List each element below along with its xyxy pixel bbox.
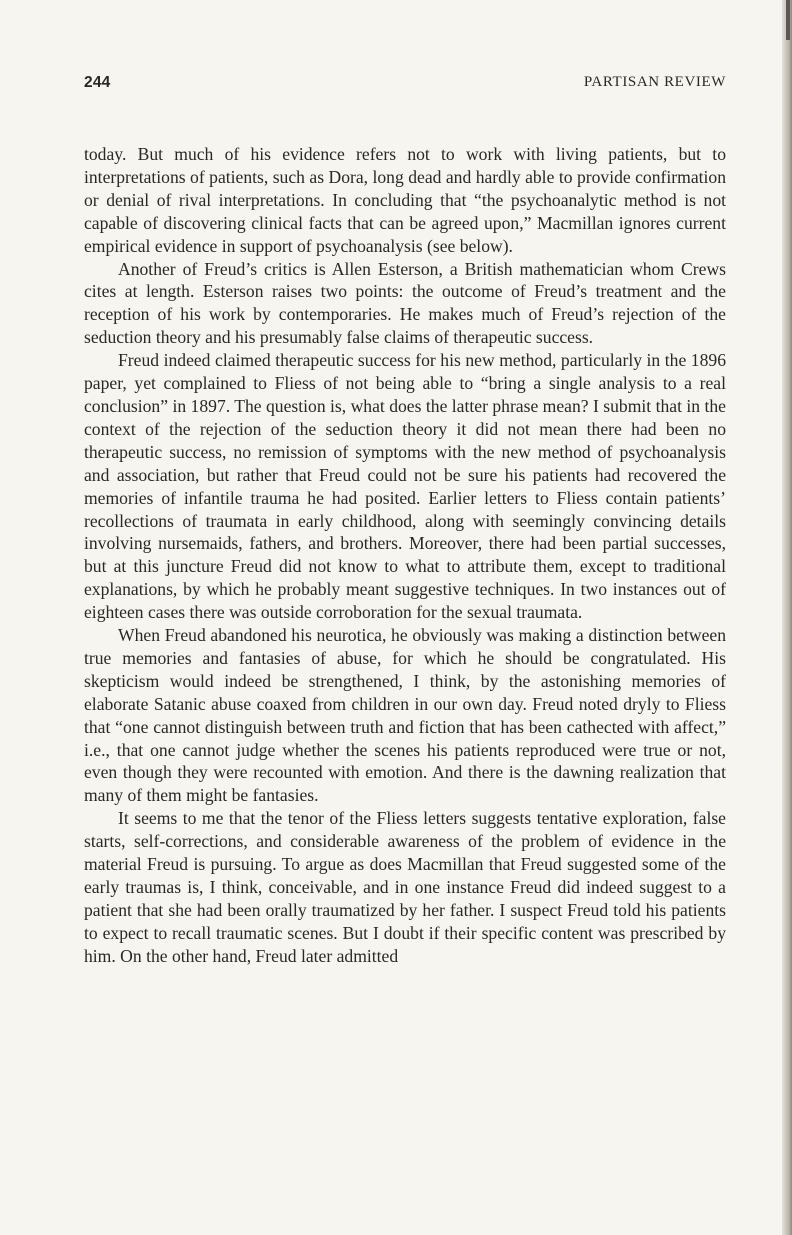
paragraph-therapeutic-success: Freud indeed claimed therapeutic success for his new method, particularly in the 1896 paper, yet complained to Fliess of not being able to “bring a single analysis to a real conclusion” in 1897. The question is, what does the latter phrase mean? I submit that in the context of the rejection of the seduction theory it did not mean there had been no therapeutic success, no remission of symptoms with the new method of psychoanalysis and association, but rather that Freud could not be sure his patients had recovered the memories of infantile trauma he had posited. Earlier letters to Fliess contain patients’ recollections of traumata in early childhood, along with seemingly convincing details involving nursemaids, fathers, and brothers. Moreover, there had been partial successes, but at this juncture Freud did not know to what to attribute them, except to traditional explanations, by which he probably meant suggestive techniques. In two instances out of eighteen cases there was outside corroboration for the sexual traumata.	[84, 350, 726, 623]
paragraph-esterson: Another of Freud’s critics is Allen Esterson, a British mathematician whom Crews cites at length. Esterson raises two points: the outcome of Freud’s treatment and the reception of his work by contemporaries. He makes much of Freud’s rejection of the seduction theory and his presumably false claims of therapeutic success.	[84, 258, 726, 348]
paragraph-fliess-letters: It seems to me that the tenor of the Fliess letters suggests tentative exploration, false starts, self-corrections, and considerable awareness of the problem of evidence in the material Freud is pursuing. To argue as does Macmillan that Freud suggested some of the early traumas is, I think, conceivable, and in one instance Freud did indeed suggest to a patient that she had been orally traumatized by her father. I suspect Freud told his patients to expect to recall traumatic scenes. But I doubt if their specific content was prescribed by him. On the other hand, Freud later admitted	[84, 808, 726, 966]
page-number: 244	[84, 74, 111, 91]
running-head	[84, 74, 726, 98]
journal-title: PARTISAN REVIEW	[583, 74, 726, 90]
paragraph-continued: today. But much of his evidence refers not to work with living patients, but to interpretations of patients, such as Dora, long dead and hardly able to provide confirmation or denial of rival interpretations. In concluding that “the psychoanalytic method is not capable of discovering clinical facts that can be agreed upon,” Macmillan ignores current empirical evidence in support of psychoanalysis (see below).	[84, 144, 726, 256]
paragraph-neurotica: When Freud abandoned his neurotica, he obviously was making a distinction between true memories and fantasies of abuse, for which he should be congratulated. His skepticism would indeed be strengthened, I think, by the astonishing memories of elaborate Satanic abuse coaxed from children in our own day. Freud noted dryly to Fliess that “one cannot distinguish between truth and fiction that has been cathected with affect,” i.e., that one cannot judge whether the scenes his patients reproduced were true or not, even though they were recounted with emotion. And there is the dawning realization that many of them might be fantasies.	[84, 625, 726, 806]
body-text	[84, 143, 726, 968]
page-edge-shadow	[782, 0, 792, 1235]
